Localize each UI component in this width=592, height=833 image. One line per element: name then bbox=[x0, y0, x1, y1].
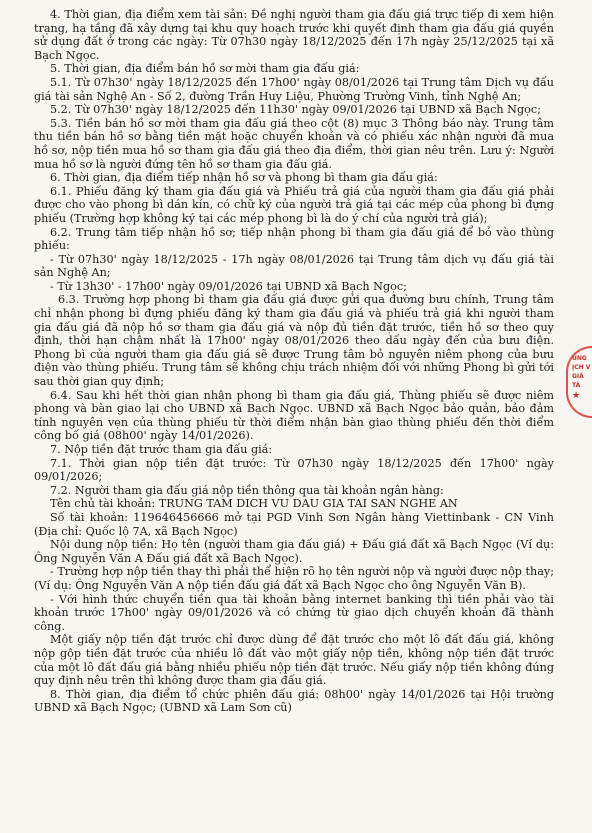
paragraph: 6.1. Phiếu đăng ký tham gia đấu giá và Phiếu trả giá của người tham gia đấu giá phải được cho vào phong bì dán kín, có chữ ký của người trả giá tại các mép của phong bì đựng phiếu (Trường hợp không ký tại các mép phong bì là do ý chí của người trả giá); bbox=[34, 184, 554, 225]
paragraph: Tên chủ tài khoản: TRUNG TAM DICH VU DAU GIA TAI SAN NGHE AN bbox=[50, 497, 458, 511]
paragraph: Một giấy nộp tiền đặt trước chỉ được dùng để đặt trước cho một lô đất đấu giá, không nộp gộp tiền đặt trước của nhiều lô đất vào một giấy nộp tiền, không nộp tiền đặt trước của một lô đất đấu giá bằng nhiều phiếu nộp tiền đặt trước. Nếu giấy nộp tiền không đúng quy định nêu trên thì không được tham gia đấu giá. bbox=[34, 633, 554, 688]
paragraph: - Với hình thức chuyển tiền qua tài khoản bằng internet banking thì tiền phải vào tài khoản trước 17h00' ngày 09/01/2026 và có chứng từ giao dịch chuyển khoản đã thành công. bbox=[34, 592, 554, 633]
paragraph: 8. Thời gian, địa điểm tổ chức phiên đấu giá: 08h00' ngày 14/01/2026 tại Hội trường UBND xã Bạch Ngọc; (UBND xã Lam Sơn cũ) bbox=[34, 687, 554, 715]
stamp-star-icon: ★ bbox=[572, 391, 581, 401]
paragraph: 5.2. Từ 07h30' ngày 18/12/2025 đến 11h30' ngày 09/01/2026 tại UBND xã Bạch Ngọc; bbox=[50, 103, 541, 117]
paragraph: 5. Thời gian, địa điểm bán hồ sơ mời tham gia đấu giá: bbox=[50, 62, 360, 76]
paragraph: 7.2. Người tham gia đấu giá nộp tiền thông qua tài khoản ngân hàng: bbox=[50, 483, 444, 497]
paragraph: - Từ 07h30' ngày 18/12/2025 - 17h ngày 08/01/2026 tại Trung tâm dịch vụ đấu giá tài sản Nghệ An; bbox=[34, 252, 554, 280]
stamp-line-3: GIÁ TÀ bbox=[572, 373, 584, 389]
paragraph: Số tài khoản: 119646456666 mở tại PGD Vinh Sơn Ngân hàng Viettinbank - CN Vinh (Địa chỉ: Quốc lộ 7A, xã Bạch Ngọc) bbox=[34, 510, 554, 538]
paragraph: 6. Thời gian, địa điểm tiếp nhận hồ sơ và phong bì tham gia đấu giá: bbox=[50, 171, 438, 185]
paragraph: 5.3. Tiền bán hồ sơ mời tham gia đấu giá theo cột (8) mục 3 Thông báo này. Trung tâm thu tiền bán hồ sơ bằng tiền mặt hoặc chuyển khoản và có phiếu xác nhận người đã mua hồ sơ, nộp tiền mua hồ sơ tham gia đấu giá theo địa điểm, thời gian nêu trên. Lưu ý: Người mua hồ sơ là người đứng tên hồ sơ tham gia đấu giá. bbox=[34, 116, 554, 171]
paragraph: 6.2. Trung tâm tiếp nhận hồ sơ; tiếp nhận phong bì tham gia đấu giá để bỏ vào thùng phiếu: bbox=[34, 225, 554, 253]
paragraph: 4. Thời gian, địa điểm xem tài sản: Đề nghị người tham gia đấu giá trực tiếp đi xem hiện trạng, hạ tầng đã xây dựng tại khu quy hoạch trước khi quyết định tham gia đấu giá quyền sử dụng đất ở trong các ngày: Từ 07h30 ngày 18/12/2025 đến 17h ngày 25/12/2025 tại xã Bạch Ngọc. bbox=[34, 8, 554, 62]
paragraph: 6.3. Trường hợp phong bì tham gia đấu giá được gửi qua đường bưu chính, Trung tâm chỉ nhận phong bì đựng phiếu đăng ký tham gia đấu giá và phiếu trả giá khi người tham gia đấu giá đã nộp hồ sơ tham gia đấu giá và nộp đủ tiền đặt trước, tiền hồ sơ theo quy định, thời hạn chậm nhất là 17h00' ngày 08/01/2026 theo dấu ngày đến của bưu điện. Phong bì của người tham gia đấu giá sẽ được Trung tâm bỏ nguyên niêm phong của bưu điện vào thùng phiếu. Trung tâm sẽ không chịu trách nhiệm đối với những Phong bì gửi tới sau thời gian quy định; bbox=[34, 293, 554, 389]
stamp-line-1: UNG bbox=[572, 355, 587, 362]
paragraph: 6.4. Sau khi hết thời gian nhận phong bì tham gia đấu giá, Thùng phiếu sẽ được niêm phong và bàn giao lại cho UBND xã Bạch Ngọc. UBND xã Bạch Ngọc bảo quản, bảo đảm tính nguyên vẹn của thùng phiếu từ thời điểm nhận bàn giao thùng phiếu đến thời điểm công bố giá (08h00' ngày 14/01/2026). bbox=[34, 388, 554, 443]
stamp-line-2: ỊCH V bbox=[572, 364, 591, 371]
paragraph: - Từ 13h30' - 17h00' ngày 09/01/2026 tại UBND xã Bạch Ngọc; bbox=[50, 279, 407, 293]
paragraph: 7. Nộp tiền đặt trước tham gia đấu giá: bbox=[50, 443, 273, 456]
paragraph: Nội dung nộp tiền: Họ tên (người tham gia đấu giá) + Đấu giá đất xã Bạch Ngọc (Ví dụ: Ông Nguyễn Văn A Đấu giá đất xã Bạch Ngọc). bbox=[34, 538, 554, 565]
paragraph: 5.1. Từ 07h30' ngày 18/12/2025 đến 17h00' ngày 08/01/2026 tại Trung tâm Dịch vụ đấu giá tài sản Nghệ An - Số 2, đường Trần Huy Liệu, Phường Trường Vinh, tỉnh Nghệ An; bbox=[34, 75, 554, 103]
paragraph: 7.1. Thời gian nộp tiền đặt trước: Từ 07h30 ngày 18/12/2025 đến 17h00' ngày 09/01/2026; bbox=[34, 456, 554, 484]
paragraph: - Trường hợp nộp tiền thay thì phải thể hiện rõ họ tên người nộp và người được nộp thay; (Ví dụ: Ông Nguyễn Văn A nộp tiền đấu giá đất xã Bạch Ngọc cho ông Nguyễn Văn B). bbox=[34, 565, 554, 592]
